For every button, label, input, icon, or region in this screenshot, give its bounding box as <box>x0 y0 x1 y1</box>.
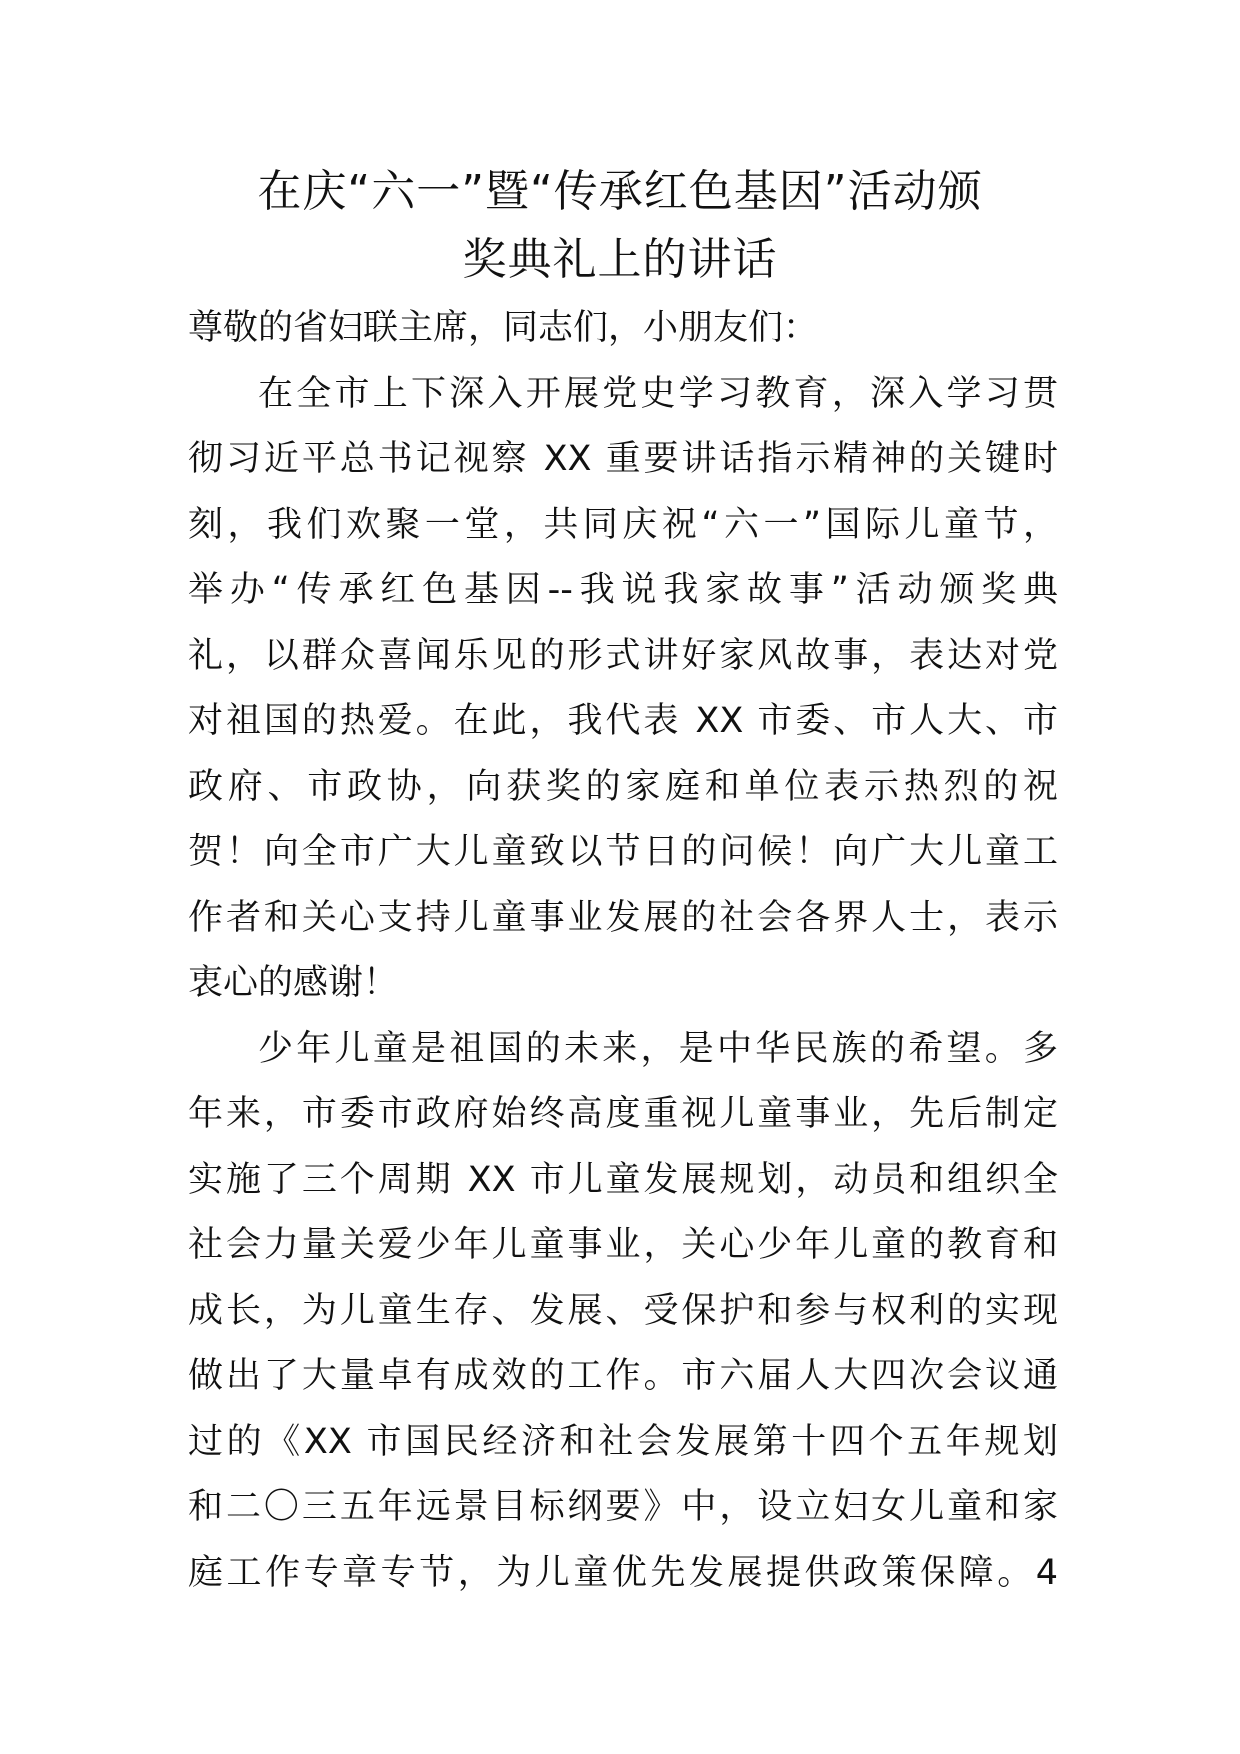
paragraph-line: 和二〇三五年远景目标纲要》中，设立妇女儿童和家 <box>188 1487 1058 1527</box>
paragraph-line: 实施了三个周期 XX 市儿童发展规划，动员和组织全 <box>188 1159 1058 1200</box>
paragraph-line: 礼，以群众喜闻乐见的形式讲好家风故事，表达对党 <box>188 635 1058 676</box>
document-body <box>188 296 1058 1606</box>
salutation: 尊敬的省妇联主席，同志们，小朋友们： <box>188 308 819 348</box>
paragraph-line: 社会力量关爱少年儿童事业，关心少年儿童的教育和 <box>188 1225 1058 1265</box>
title-line: 奖典礼上的讲话 <box>462 234 778 285</box>
document-title <box>180 158 1060 294</box>
paragraph-line: 作者和关心支持儿童事业发展的社会各界人士，表示 <box>188 897 1058 938</box>
paragraph-line: 衷心的感谢！ <box>188 963 399 1003</box>
paragraph-line: 做出了大量卓有成效的工作。市六届人大四次会议通 <box>188 1356 1058 1396</box>
paragraph-line: 对祖国的热爱。在此，我代表 XX 市委、市人大、市 <box>188 701 1058 741</box>
paragraph-line: 年来，市委市政府始终高度重视儿童事业，先后制定 <box>188 1094 1058 1134</box>
paragraph-line: 刻，我们欢聚一堂，共同庆祝“六一”国际儿童节， <box>188 504 1058 545</box>
paragraph-line: 少年儿童是祖国的未来，是中华民族的希望。多 <box>258 1028 1058 1069</box>
paragraph-line: 贺！向全市广大儿童致以节日的问候！向广大儿童工 <box>188 832 1058 872</box>
paragraph-line: 举办“传承红色基因--我说我家故事”活动颁奖典 <box>188 570 1058 610</box>
paragraph-line: 政府、市政协，向获奖的家庭和单位表示热烈的祝 <box>188 766 1058 807</box>
paragraph-line: 过的《XX 市国民经济和社会发展第十四个五年规划 <box>188 1421 1058 1462</box>
paragraph-line: 庭工作专章专节，为儿童优先发展提供政策保障。4 <box>188 1552 1058 1593</box>
title-line: 在庆“六一”暨“传承红色基因”活动颁 <box>257 166 983 217</box>
paragraph-line: 成长，为儿童生存、发展、受保护和参与权利的实现 <box>188 1290 1058 1331</box>
paragraph-line: 彻习近平总书记视察 XX 重要讲话指示精神的关键时 <box>188 439 1058 479</box>
paragraph-line: 在全市上下深入开展党史学习教育，深入学习贯 <box>258 373 1058 414</box>
